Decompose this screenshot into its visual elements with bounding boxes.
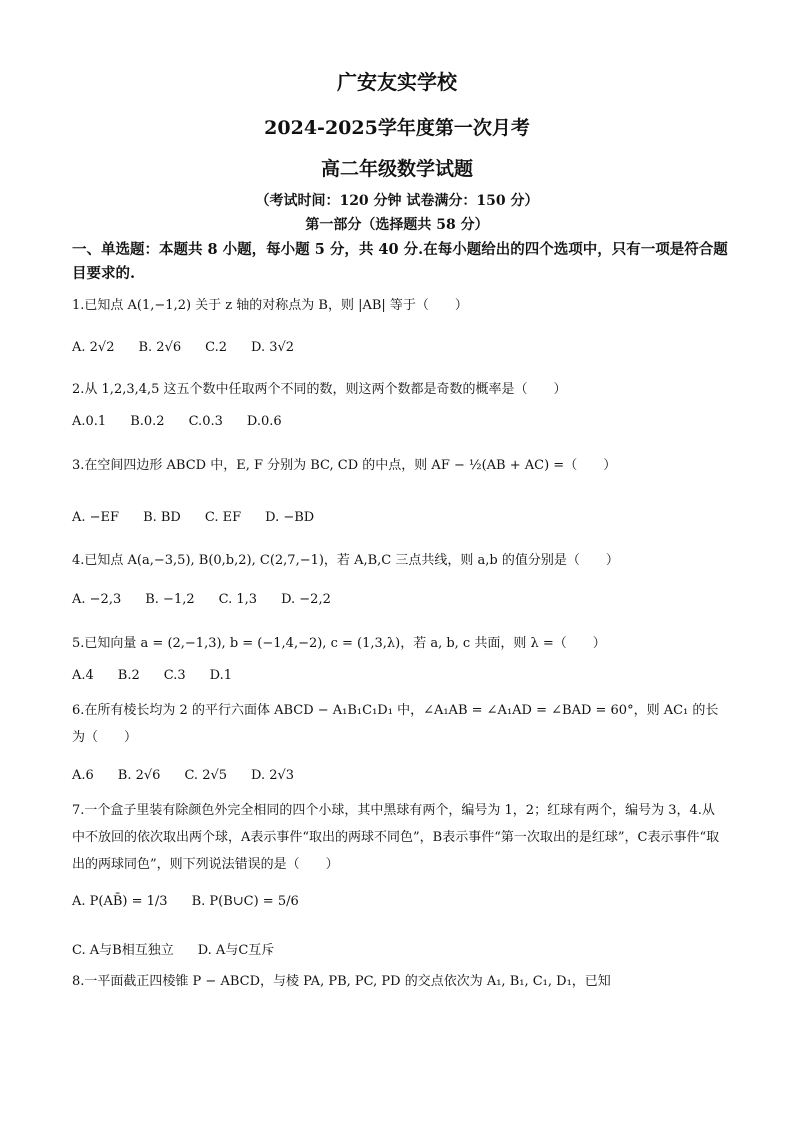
- option-a: A. −EF: [72, 510, 120, 525]
- option-a: A.4: [72, 668, 94, 683]
- question-5-options: [72, 668, 727, 683]
- question-3-options: [72, 510, 727, 525]
- question-6-options: [72, 768, 727, 783]
- option-b: B. P(B∪C) = 5/6: [191, 894, 299, 909]
- option-c: C. 1,3: [218, 592, 258, 607]
- option-d: D.0.6: [246, 414, 282, 429]
- option-d: D. A与C互斥: [197, 943, 275, 958]
- question-4-options: [72, 592, 727, 607]
- option-c: C. A与B相互独立: [72, 943, 174, 958]
- section-heading: 一、单选题：本题共 8 小题，每小题 5 分，共 40 分.在每小题给出的四个选项中，只有一项是符合题目要求的.: [72, 241, 728, 282]
- option-d: D. −2,2: [281, 592, 331, 607]
- question-6: 6.在所有棱长均为 2 的平行六面体 ABCD − A₁B₁C₁D₁ 中，∠A₁AB = ∠A₁AD = ∠BAD = 60°，则 AC₁ 的长为（ ）: [72, 703, 719, 745]
- option-c: C. 2√5: [184, 768, 228, 783]
- subject-title: 高二年级数学试题: [320, 158, 473, 180]
- question-4: 4.已知点 A(a,−3,5), B(0,b,2), C(2,7,−1)，若 A,B,C 三点共线，则 a,b 的值分别是（ ）: [72, 553, 619, 568]
- option-d: D. 3√2: [251, 340, 295, 355]
- question-2-options: [72, 414, 727, 429]
- option-b: B.2: [117, 668, 140, 683]
- question-1: 1.已知点 A(1,−1,2) 关于 z 轴的对称点为 B，则 |AB| 等于（ ）: [72, 298, 468, 313]
- question-7-options-row2: [72, 939, 727, 958]
- option-d: D. −BD: [265, 510, 315, 525]
- question-5: 5.已知向量 a = (2,−1,3), b = (−1,4,−2), c = (1,3,λ)，若 a, b, c 共面，则 λ =（ ）: [72, 636, 606, 651]
- option-c: C.3: [163, 668, 186, 683]
- option-b: B. −1,2: [145, 592, 195, 607]
- option-d: D.1: [209, 668, 233, 683]
- option-c: C.2: [205, 340, 228, 355]
- option-a: A. P(AB̄) = 1/3: [72, 894, 168, 909]
- question-7-options-row1: [72, 894, 727, 909]
- question-1-options: [72, 340, 727, 355]
- option-a: A.0.1: [72, 414, 107, 429]
- option-a: A.6: [72, 768, 94, 783]
- option-b: B.0.2: [130, 414, 165, 429]
- option-c: C.0.3: [188, 414, 223, 429]
- exam-info: （考试时间：120 分钟 试卷满分：150 分）: [255, 193, 539, 209]
- option-a: A. 2√2: [72, 340, 115, 355]
- part-heading: 第一部分（选择题共 58 分）: [305, 217, 489, 233]
- option-d: D. 2√3: [251, 768, 295, 783]
- question-7: 7.一个盒子里装有除颜色外完全相同的四个小球，其中黑球有两个，编号为 1，2；红球有两个，编号为 3，4.从中不放回的依次取出两个球，A表示事件“取出的两球不同色”，B表示事件“第一次取出的是红球”，C表示事件“取出的两球同色”，则下列说法错误的是（ ）: [72, 803, 720, 872]
- question-8: 8.一平面截正四棱锥 P − ABCD，与棱 PA, PB, PC, PD 的交点依次为 A₁, B₁, C₁, D₁，已知: [72, 974, 611, 989]
- question-3: 3.在空间四边形 ABCD 中，E, F 分别为 BC, CD 的中点，则 AF − ½(AB + AC) =（ ）: [72, 458, 617, 473]
- option-b: B. 2√6: [138, 340, 182, 355]
- school-name: 广安友实学校: [337, 70, 457, 94]
- exam-title: 2024-2025学年度第一次月考: [264, 117, 530, 139]
- option-c: C. EF: [204, 510, 242, 525]
- option-b: B. 2√6: [117, 768, 161, 783]
- option-b: B. BD: [143, 510, 181, 525]
- question-2: 2.从 1,2,3,4,5 这五个数中任取两个不同的数，则这两个数都是奇数的概率是（ ）: [72, 382, 567, 397]
- option-a: A. −2,3: [72, 592, 122, 607]
